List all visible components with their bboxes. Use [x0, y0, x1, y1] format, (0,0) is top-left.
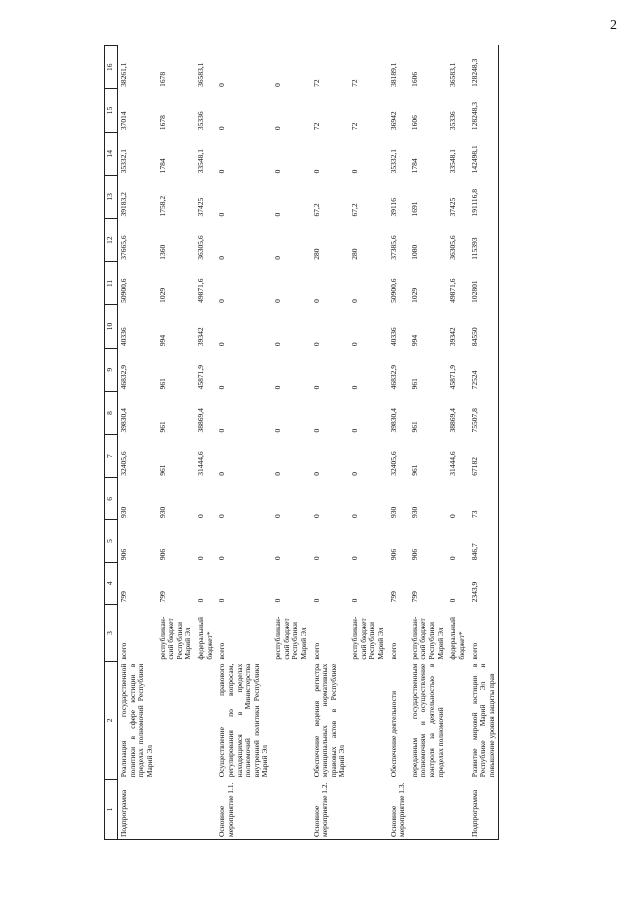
header-cell: 9	[105, 348, 118, 391]
value-cell: 0	[273, 212, 282, 217]
header-cell: 10	[105, 305, 118, 348]
header-cell: 16	[105, 46, 118, 89]
value-cell: 0	[350, 428, 359, 433]
value-cell: 39830,4	[119, 408, 128, 433]
value-cell: 0	[273, 514, 282, 518]
value-cell: 39183,2	[119, 192, 128, 217]
table-body	[118, 46, 499, 840]
funding-source-cell: всего	[119, 642, 128, 660]
value-cell: 45871,9	[196, 364, 205, 390]
value-cell: 799	[388, 591, 398, 603]
value-cell: 36942	[388, 111, 398, 131]
value-cell: 128248,3	[469, 89, 499, 132]
value-cell: 0	[217, 428, 227, 433]
value-cell: 0	[311, 514, 321, 518]
value-cell: 39342	[196, 327, 205, 347]
value-cell: 1678	[157, 71, 167, 87]
value-cell: 1758,2	[157, 195, 167, 217]
value-cell: 38869,4	[196, 408, 205, 433]
value-cell: 930	[409, 506, 419, 518]
value-cell: 0	[217, 385, 227, 390]
value-cell: 0	[217, 255, 227, 260]
rotated-table-container	[104, 45, 602, 840]
program-type-cell: Подпрограмма	[118, 779, 157, 839]
value-cell: 0	[273, 598, 282, 603]
program-type-cell	[195, 779, 216, 839]
funding-source-cell: республиканский бюджет Республики Марий Эл	[273, 616, 308, 660]
value-cell: 0	[273, 169, 282, 174]
value-cell: 102801	[469, 262, 499, 305]
value-cell: 40336	[119, 327, 128, 347]
table-row	[469, 46, 499, 840]
value-cell: 1360	[157, 244, 167, 260]
value-cell: 280	[350, 248, 359, 260]
value-cell: 846,7	[469, 520, 499, 562]
program-name-cell: Осуществление правового регулирования по вопросам, находящимся в пределах полномочий Министерства внутренней политики Республики Марий Эл	[217, 663, 270, 778]
value-cell: 0	[273, 83, 282, 87]
value-cell: 961	[157, 464, 167, 476]
value-cell: 930	[157, 506, 167, 518]
value-cell: 0	[311, 169, 321, 174]
value-cell: 115393	[469, 219, 499, 262]
value-cell: 35332,1	[119, 148, 128, 174]
value-cell: 0	[217, 471, 227, 476]
value-cell: 67182	[469, 435, 499, 478]
value-cell: 37665,6	[119, 235, 128, 260]
value-cell: 930	[119, 506, 128, 518]
value-cell: 0	[350, 514, 359, 518]
value-cell: 906	[157, 548, 167, 561]
value-cell: 1029	[409, 287, 419, 303]
program-name-cell: Развитие мировой юстиции в Республике Марий Эл и повышение уровня защиты прав	[469, 662, 499, 780]
table-row	[311, 46, 350, 840]
header-cell: 11	[105, 262, 118, 305]
value-cell: 39116	[388, 198, 398, 217]
program-type-cell	[447, 779, 468, 839]
program-type-cell	[272, 779, 311, 839]
value-cell: 35332,1	[388, 148, 398, 174]
value-cell: 142498,1	[469, 132, 499, 175]
value-cell: 1691	[409, 201, 419, 217]
table-row	[157, 46, 196, 840]
value-cell: 961	[157, 421, 167, 433]
program-type-cell	[349, 779, 388, 839]
program-name-cell: Обеспечение деятельности	[388, 690, 398, 778]
program-type-cell: Основное мероприятие 1.2.	[311, 779, 350, 839]
value-cell: 31444,6	[196, 451, 205, 476]
value-cell: 38261,1	[119, 62, 128, 87]
value-cell: 799	[157, 591, 167, 603]
value-cell: 0	[350, 342, 359, 347]
table-row	[272, 46, 311, 840]
value-cell: 0	[350, 471, 359, 476]
value-cell: 46832,9	[388, 364, 398, 390]
header-cell: 1	[105, 779, 118, 839]
value-cell: 0	[311, 598, 321, 603]
value-cell: 961	[157, 378, 167, 390]
value-cell: 0	[350, 169, 359, 174]
value-cell: 906	[409, 548, 419, 561]
value-cell: 0	[273, 255, 282, 260]
program-name-cell	[447, 662, 468, 780]
value-cell: 961	[409, 421, 419, 433]
value-cell: 0	[273, 342, 282, 347]
value-cell: 0	[273, 556, 282, 561]
value-cell: 0	[217, 83, 227, 87]
value-cell: 72	[311, 122, 321, 131]
value-cell: 0	[311, 385, 321, 390]
value-cell: 72	[350, 122, 359, 131]
program-name-cell: Реализация государственной политики в сфере юстиции в пределах полномочий Республики Марий Эл	[119, 663, 154, 778]
table-row	[349, 46, 388, 840]
value-cell: 961	[409, 464, 419, 476]
value-cell: 0	[273, 428, 282, 433]
value-cell: 72	[311, 79, 321, 87]
value-cell: 46832,9	[119, 364, 128, 390]
value-cell: 0	[448, 598, 458, 603]
value-cell: 39342	[448, 327, 458, 347]
table-row	[409, 46, 448, 840]
value-cell: 994	[157, 334, 167, 347]
program-name-cell: Обеспечение ведения регистра муниципальных нормативных правовых актов в Республике Марий Эл	[311, 663, 347, 778]
header-cell: 13	[105, 175, 118, 218]
table-row	[388, 46, 409, 840]
value-cell: 35336	[196, 111, 205, 131]
value-cell: 1606	[409, 71, 419, 87]
value-cell: 0	[311, 299, 321, 303]
value-cell: 40336	[388, 327, 398, 347]
value-cell: 0	[311, 342, 321, 347]
funding-source-cell: всего	[388, 642, 398, 660]
program-type-cell: Подпрограмма	[469, 779, 499, 839]
header-cell: 6	[105, 478, 118, 520]
value-cell: 0	[217, 514, 227, 518]
header-cell: 4	[105, 562, 118, 604]
value-cell: 67,2	[311, 203, 321, 217]
value-cell: 1080	[409, 244, 419, 260]
value-cell: 32405,6	[119, 451, 128, 476]
value-cell: 37014	[119, 111, 128, 131]
program-name-cell	[157, 662, 196, 780]
program-type-cell	[409, 779, 448, 839]
value-cell: 2343,9	[469, 562, 499, 604]
value-cell: 906	[119, 548, 128, 561]
funding-source-cell: всего	[469, 604, 499, 661]
value-cell: 0	[273, 299, 282, 303]
value-cell: 0	[448, 556, 458, 561]
funding-source-cell: республиканский бюджет Республики Марий Эл	[409, 616, 445, 660]
table-row	[195, 46, 216, 840]
program-type-cell: Основное мероприятие 1.1.	[216, 779, 272, 839]
value-cell: 0	[350, 556, 359, 561]
header-cell: 5	[105, 520, 118, 562]
value-cell: 0	[217, 169, 227, 174]
value-cell: 1606	[409, 115, 419, 131]
value-cell: 0	[217, 126, 227, 131]
funding-source-cell: республиканский бюджет Республики Марий Эл	[157, 616, 193, 660]
page-number: 2	[610, 18, 617, 33]
value-cell: 36583,1	[196, 62, 205, 87]
value-cell: 0	[217, 299, 227, 303]
value-cell: 0	[350, 385, 359, 390]
value-cell: 191116,8	[469, 175, 499, 218]
funding-source-cell: всего	[311, 642, 321, 660]
value-cell: 31444,6	[448, 451, 458, 476]
value-cell: 0	[311, 428, 321, 433]
value-cell: 37385,6	[388, 235, 398, 260]
value-cell: 0	[311, 471, 321, 476]
value-cell: 37425	[196, 197, 205, 217]
value-cell: 0	[217, 556, 227, 561]
value-cell: 799	[119, 591, 128, 603]
value-cell: 73	[469, 478, 499, 520]
value-cell: 0	[196, 598, 205, 603]
value-cell: 1784	[157, 158, 167, 174]
value-cell: 0	[196, 514, 205, 518]
header-cell: 12	[105, 219, 118, 262]
value-cell: 0	[448, 514, 458, 518]
value-cell: 280	[311, 248, 321, 260]
value-cell: 36305,6	[448, 235, 458, 260]
program-type-cell: Основное мероприятие 1.3.	[388, 779, 409, 839]
table-row	[447, 46, 468, 840]
value-cell: 75507,8	[469, 391, 499, 434]
value-cell: 37425	[448, 197, 458, 217]
value-cell: 0	[350, 598, 359, 603]
value-cell: 72	[350, 79, 359, 87]
program-name-cell	[349, 662, 388, 780]
value-cell: 50900,6	[388, 278, 398, 303]
value-cell: 38189,1	[388, 62, 398, 87]
value-cell: 50900,6	[119, 278, 128, 303]
value-cell: 0	[217, 598, 227, 603]
program-name-cell	[272, 662, 311, 780]
value-cell: 67,2	[350, 203, 359, 217]
program-name-cell: переданным государственным полномочиям и осуществление контроля за деятельностью в пределах полномочий	[409, 663, 445, 778]
header-cell: 8	[105, 391, 118, 434]
value-cell: 0	[217, 342, 227, 347]
value-cell: 961	[409, 378, 419, 390]
value-cell: 33548,1	[448, 148, 458, 174]
value-cell: 128248,3	[469, 46, 499, 89]
value-cell: 1029	[157, 287, 167, 303]
funding-source-cell: федеральный бюджет*	[196, 617, 214, 660]
funding-source-cell: республиканский бюджет Республики Марий Эл	[350, 616, 385, 660]
header-cell: 15	[105, 89, 118, 132]
value-cell: 45871,9	[448, 364, 458, 390]
funding-source-cell: федеральный бюджет*	[448, 617, 466, 660]
value-cell: 994	[409, 334, 419, 347]
value-cell: 799	[409, 591, 419, 603]
budget-table	[104, 45, 499, 840]
value-cell: 32405,6	[388, 451, 398, 476]
header-cell: 2	[105, 662, 118, 780]
value-cell: 0	[350, 299, 359, 303]
value-cell: 0	[273, 471, 282, 476]
table-row	[216, 46, 272, 840]
value-cell: 930	[388, 506, 398, 518]
value-cell: 0	[196, 556, 205, 561]
value-cell: 0	[273, 126, 282, 131]
value-cell: 38869,4	[448, 408, 458, 433]
value-cell: 49871,6	[196, 278, 205, 303]
value-cell: 49871,6	[448, 278, 458, 303]
header-row	[105, 46, 118, 840]
funding-source-cell: всего	[217, 642, 227, 660]
program-name-cell	[195, 662, 216, 780]
value-cell: 33548,1	[196, 148, 205, 174]
header-cell: 14	[105, 132, 118, 175]
header-cell: 3	[105, 604, 118, 661]
value-cell: 36305,6	[196, 235, 205, 260]
header-cell: 7	[105, 435, 118, 478]
value-cell: 0	[273, 385, 282, 390]
value-cell: 84550	[469, 305, 499, 348]
value-cell: 1784	[409, 158, 419, 174]
table-row	[118, 46, 157, 840]
value-cell: 36583,1	[448, 62, 458, 87]
value-cell: 39830,4	[388, 408, 398, 433]
value-cell: 0	[311, 556, 321, 561]
value-cell: 906	[388, 548, 398, 561]
program-type-cell	[157, 779, 196, 839]
value-cell: 0	[217, 212, 227, 217]
value-cell: 1678	[157, 115, 167, 131]
value-cell: 72524	[469, 348, 499, 391]
value-cell: 35336	[448, 111, 458, 131]
